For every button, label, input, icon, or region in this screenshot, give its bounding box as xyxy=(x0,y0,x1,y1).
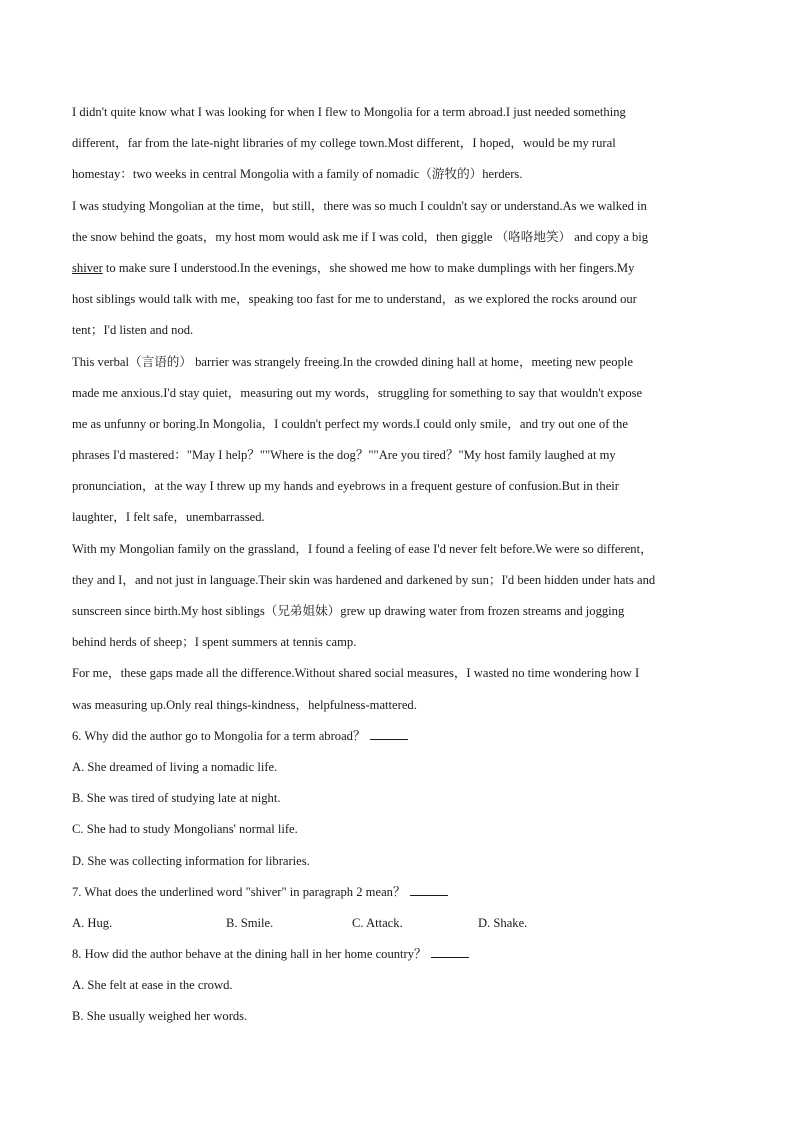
underlined-word-shiver: shiver xyxy=(72,260,103,275)
passage-line-18: behind herds of sheep；I spent summers at tennis camp. xyxy=(72,635,357,650)
question-8 xyxy=(72,939,728,1033)
question-8-option-a: A. She felt at ease in the crowd. xyxy=(72,978,233,993)
reading-passage xyxy=(72,97,728,721)
question-6-stem: 6. Why did the author go to Mongolia for a term abroad？ xyxy=(72,728,366,743)
passage-line-7: host siblings would talk with me，speaking too fast for me to understand，as we explored the rocks around our xyxy=(72,292,637,307)
passage-line-6-rest: to make sure I understood.In the evenings，she showed me how to make dumplings with her fingers.My xyxy=(102,260,635,275)
question-7-option-c: C. Attack. xyxy=(352,915,403,930)
passage-line-19: For me，these gaps made all the difference.Without shared social measures，I wasted no time wondering how I xyxy=(72,666,640,681)
question-7-stem: 7. What does the underlined word "shiver" in paragraph 2 mean？ xyxy=(72,884,406,899)
passage-line-12: phrases I'd mastered："May I help？""Where is the dog？""Are you tired？"My host family laughed at my xyxy=(72,448,616,463)
question-6-option-d: D. She was collecting information for libraries. xyxy=(72,853,310,868)
passage-line-1: I didn't quite know what I was looking for when I flew to Mongolia for a term abroad.I just needed something xyxy=(72,105,626,119)
question-6 xyxy=(72,721,728,877)
passage-line-20: was measuring up.Only real things-kindness，helpfulness-mattered. xyxy=(72,697,417,712)
passage-line-17: sunscreen since birth.My host siblings（兄弟姐妹）grew up drawing water from frozen streams and jogging xyxy=(72,604,625,618)
question-7-options xyxy=(72,908,728,939)
passage-line-6 xyxy=(72,253,728,284)
question-6-option-c: C. She had to study Mongolians' normal life. xyxy=(72,822,298,837)
question-7-option-d: D. Shake. xyxy=(478,915,528,930)
passage-line-14: laughter，I felt safe，unembarrassed. xyxy=(72,510,265,525)
question-6-option-a: A. She dreamed of living a nomadic life. xyxy=(72,759,278,774)
answer-blank xyxy=(431,947,469,958)
question-8-stem: 8. How did the author behave at the dining hall in her home country？ xyxy=(72,947,427,962)
passage-line-8: tent；I'd listen and nod. xyxy=(72,323,194,338)
question-7-option-b: B. Smile. xyxy=(226,915,274,930)
passage-line-10: made me anxious.I'd stay quiet，measuring out my words，struggling for something to say that wouldn't expose xyxy=(72,385,643,400)
answer-blank xyxy=(410,885,448,896)
question-6-option-b: B. She was tired of studying late at night. xyxy=(72,791,281,806)
document-page xyxy=(72,97,728,1033)
question-8-option-b: B. She usually weighed her words. xyxy=(72,1009,248,1024)
question-7 xyxy=(72,877,728,939)
passage-line-11: me as unfunny or boring.In Mongolia，I couldn't perfect my words.I could only smile，and try out one of the xyxy=(72,416,628,431)
passage-line-16: they and I，and not just in language.Their skin was hardened and darkened by sun；I'd been hidden under hats and xyxy=(72,572,656,587)
passage-line-2: different，far from the late-night libraries of my college town.Most different，I hoped，would be my rural xyxy=(72,136,616,151)
passage-line-15: With my Mongolian family on the grassland，I found a feeling of ease I'd never felt before.We were so different， xyxy=(72,541,653,556)
answer-blank xyxy=(370,729,408,740)
passage-line-13: pronunciation，at the way I threw up my hands and eyebrows in a frequent gesture of confusion.But in their xyxy=(72,479,619,494)
question-7-option-a: A. Hug. xyxy=(72,915,113,930)
passage-line-4: I was studying Mongolian at the time，but still，there was so much I couldn't say or understand.As we walked in xyxy=(72,198,647,213)
passage-line-5: the snow behind the goats，my host mom would ask me if I was cold，then giggle （咯咯地笑） and copy a big xyxy=(72,229,649,244)
passage-line-3: homestay：two weeks in central Mongolia with a family of nomadic（游牧的）herders. xyxy=(72,167,523,182)
passage-line-9: This verbal（言语的） barrier was strangely freeing.In the crowded dining hall at home，meeting new people xyxy=(72,354,633,369)
